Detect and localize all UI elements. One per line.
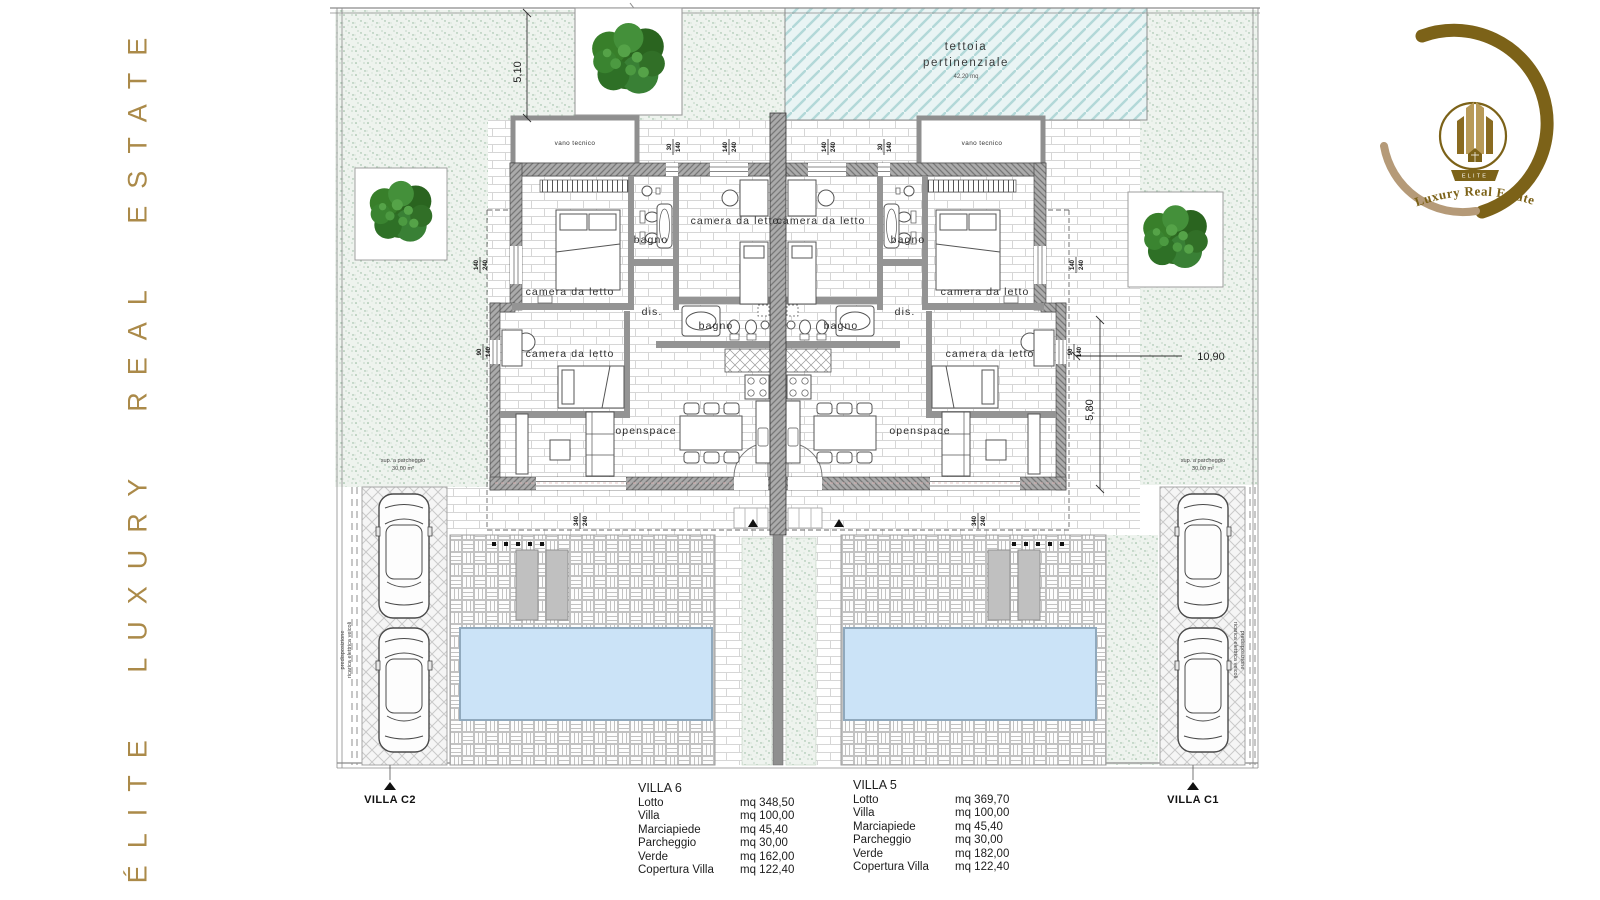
table-row: Villa mq 100,00	[853, 807, 1010, 819]
dimension-label: 10,90	[1197, 351, 1225, 363]
company-logo	[1356, 14, 1566, 219]
svg-text:240: 240	[732, 141, 738, 153]
villa-table-title: VILLA 6	[638, 781, 682, 795]
room-label: vano tecnico	[961, 140, 1003, 147]
svg-text:30: 30	[667, 143, 673, 151]
svg-text:140: 140	[1070, 259, 1076, 271]
svg-text:340: 340	[574, 515, 580, 527]
logo-tagline: Luxury Real Estate	[1412, 183, 1537, 210]
room-label: camera da letto	[525, 348, 615, 360]
table-row: Marciapiede mq 45,40	[853, 820, 1003, 833]
table-row: Marciapiede mq 45,40	[638, 823, 788, 836]
svg-text:240: 240	[483, 259, 489, 271]
room-label: openspace	[615, 425, 677, 437]
room-label: camera da letto	[525, 286, 615, 298]
svg-text:240: 240	[583, 515, 589, 527]
table-row: Lotto mq 348,50	[638, 796, 795, 809]
svg-text:140: 140	[1077, 346, 1083, 358]
svg-text:90: 90	[477, 348, 483, 356]
villa-table-title: VILLA 5	[853, 778, 897, 792]
svg-text:ricarica elettrica veicoli: ricarica elettrica veicoli	[1232, 621, 1238, 679]
room-label: camera da letto	[690, 215, 780, 227]
svg-text:VILLA C1: VILLA C1	[1167, 794, 1219, 806]
table-row: Verde mq 162,00	[638, 850, 795, 863]
tettoia-label: pertinenziale	[922, 57, 1010, 69]
villa-table	[638, 782, 794, 878]
svg-text:140: 140	[723, 141, 729, 153]
room-label: bagno	[698, 320, 734, 332]
room-label: camera da letto	[945, 348, 1035, 360]
room-label: dis.	[641, 306, 663, 318]
table-row: Lotto mq 369,70	[853, 793, 1010, 806]
svg-text:ricarica elettrica veicoli: ricarica elettrica veicoli	[347, 621, 353, 679]
table-row: Copertura Villa mq 122,40	[853, 861, 1010, 873]
room-label: camera da letto	[776, 215, 866, 227]
room-label: dis.	[894, 306, 916, 318]
svg-text:140: 140	[486, 346, 492, 358]
parking-note: sup. a parcheggio	[380, 458, 426, 464]
svg-text:240: 240	[981, 515, 987, 527]
svg-text:340: 340	[972, 515, 978, 527]
svg-text:240: 240	[1079, 259, 1085, 271]
tettoia-label: tettoia	[944, 41, 988, 53]
floor-plan	[330, 0, 1260, 810]
svg-text:140: 140	[887, 141, 893, 153]
parking-note: 30,00 m²	[391, 466, 415, 472]
svg-text:140: 140	[676, 141, 682, 153]
svg-text:140: 140	[822, 141, 828, 153]
svg-text:VILLA C2: VILLA C2	[364, 794, 416, 806]
table-row: Parcheggio mq 30,00	[853, 834, 1003, 846]
room-label: openspace	[889, 425, 951, 437]
parking-note: 30,00 m²	[1191, 466, 1215, 472]
dimension-label: 5,10	[512, 61, 524, 83]
logo-ribbon-text: ELITE	[1461, 173, 1489, 180]
room-label: camera da letto	[940, 286, 1030, 298]
room-label: bagno	[633, 234, 669, 246]
villa-table	[853, 779, 1009, 875]
table-row: Villa mq 100,00	[638, 810, 795, 822]
table-row: Verde mq 182,00	[853, 847, 1010, 860]
dimension-label: 5,80	[1084, 399, 1096, 421]
svg-text:predisposizione: predisposizione	[340, 630, 346, 670]
svg-text:140: 140	[474, 259, 480, 271]
table-row: Parcheggio mq 30,00	[638, 837, 788, 849]
svg-text:90: 90	[1068, 348, 1074, 356]
parking-note: sup. a parcheggio	[1180, 458, 1226, 464]
room-label: bagno	[890, 234, 926, 246]
room-label: vano tecnico	[554, 140, 596, 147]
room-label: bagno	[823, 320, 859, 332]
garden-divider-wall	[773, 535, 783, 765]
tettoia-area: 42,20 mq	[953, 74, 979, 80]
svg-text:predisposizione: predisposizione	[1239, 630, 1245, 670]
svg-text:240: 240	[831, 141, 837, 153]
party-wall	[770, 113, 786, 535]
brand-vertical-text: ÉLITE LUXURY REAL ESTATE	[122, 20, 153, 884]
table-row: Copertura Villa mq 122,40	[638, 864, 795, 876]
svg-text:30: 30	[878, 143, 884, 151]
